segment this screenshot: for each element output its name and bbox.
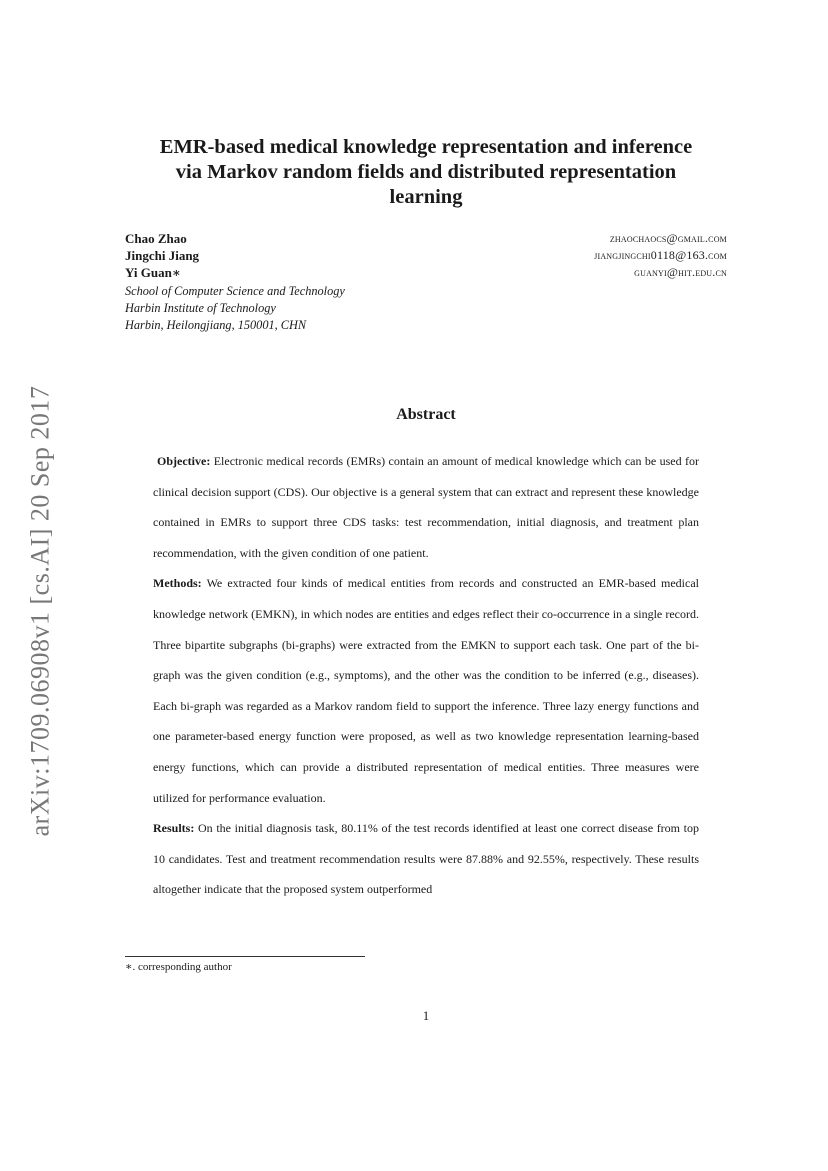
author-row — [125, 265, 727, 282]
abstract-body — [153, 446, 699, 905]
abstract-objective — [153, 446, 699, 568]
author-row — [125, 231, 727, 248]
author-name: Yi Guan∗ — [125, 265, 181, 280]
affiliation — [125, 283, 345, 334]
author-block — [125, 231, 727, 282]
affiliation-line: School of Computer Science and Technology — [125, 284, 345, 298]
objective-text: Electronic medical records (EMRs) contain an amount of medical knowledge which can be used for clinical decision support (CDS). Our objective is a general system that can extract and represent these knowledge contained in EMRs to support three CDS tasks: test recommendation, initial diagnosis, and treatment plan recommendation, with the given condition of one patient. — [153, 454, 699, 560]
footnote-rule — [125, 956, 365, 957]
page-number: 1 — [422, 1008, 430, 1023]
author-email: guanyi@hit.edu.cn — [634, 265, 727, 279]
title-line: via Markov random fields and distributed representation — [175, 161, 677, 183]
abstract-methods — [153, 568, 699, 813]
abstract-heading: Abstract — [396, 406, 456, 423]
methods-text: We extracted four kinds of medical entities from records and constructed an EMR-based medical knowledge network (EMKN), in which nodes are entities and edges reflect their co-occurrence in a single record. Three bipartite subgraphs (bi-graphs) were extracted from the EMKN to support each task. One part of the bi-graph was the given condition (e.g., symptoms), and the other was the condition to be inferred (e.g., diseases). Each bi-graph was regarded as a Markov random field to support the inference. Three lazy energy functions and one parameter-based energy function were proposed, as well as two knowledge representation learning-based energy functions, which can provide a distributed representation of medical entities. Three measures were utilized for performance evaluation. — [153, 576, 699, 805]
author-name: Jingchi Jiang — [125, 248, 200, 263]
footnote: ∗. corresponding author — [125, 961, 232, 973]
affiliation-line: Harbin Institute of Technology — [125, 301, 276, 315]
title-line: learning — [389, 186, 463, 208]
title-line: EMR-based medical knowledge representation and inference — [159, 136, 693, 158]
author-row — [125, 248, 727, 265]
author-email: zhaochaocs@gmail.com — [609, 231, 727, 245]
objective-label: Objective: — [157, 454, 211, 468]
affiliation-line: Harbin, Heilongjiang, 150001, CHN — [125, 318, 307, 332]
author-name: Chao Zhao — [125, 231, 187, 246]
results-text: On the initial diagnosis task, 80.11% of the test records identified at least one correct disease from top 10 candidates. Test and treatment recommendation results were 87.88% and 92.55%, respectively. These results altogether indicate that the proposed system outperformed — [153, 821, 700, 897]
results-label: Results: — [153, 821, 195, 836]
author-email: jiangjingchi0118@163.com — [594, 248, 727, 262]
paper-title — [100, 135, 752, 210]
methods-label: Methods: — [153, 576, 202, 591]
arxiv-sidebar-stamp — [20, 372, 60, 850]
abstract-results — [153, 813, 699, 905]
arxiv-id: arXiv:1709.06908v1 [cs.AI] 20 Sep 2017 — [25, 385, 54, 837]
